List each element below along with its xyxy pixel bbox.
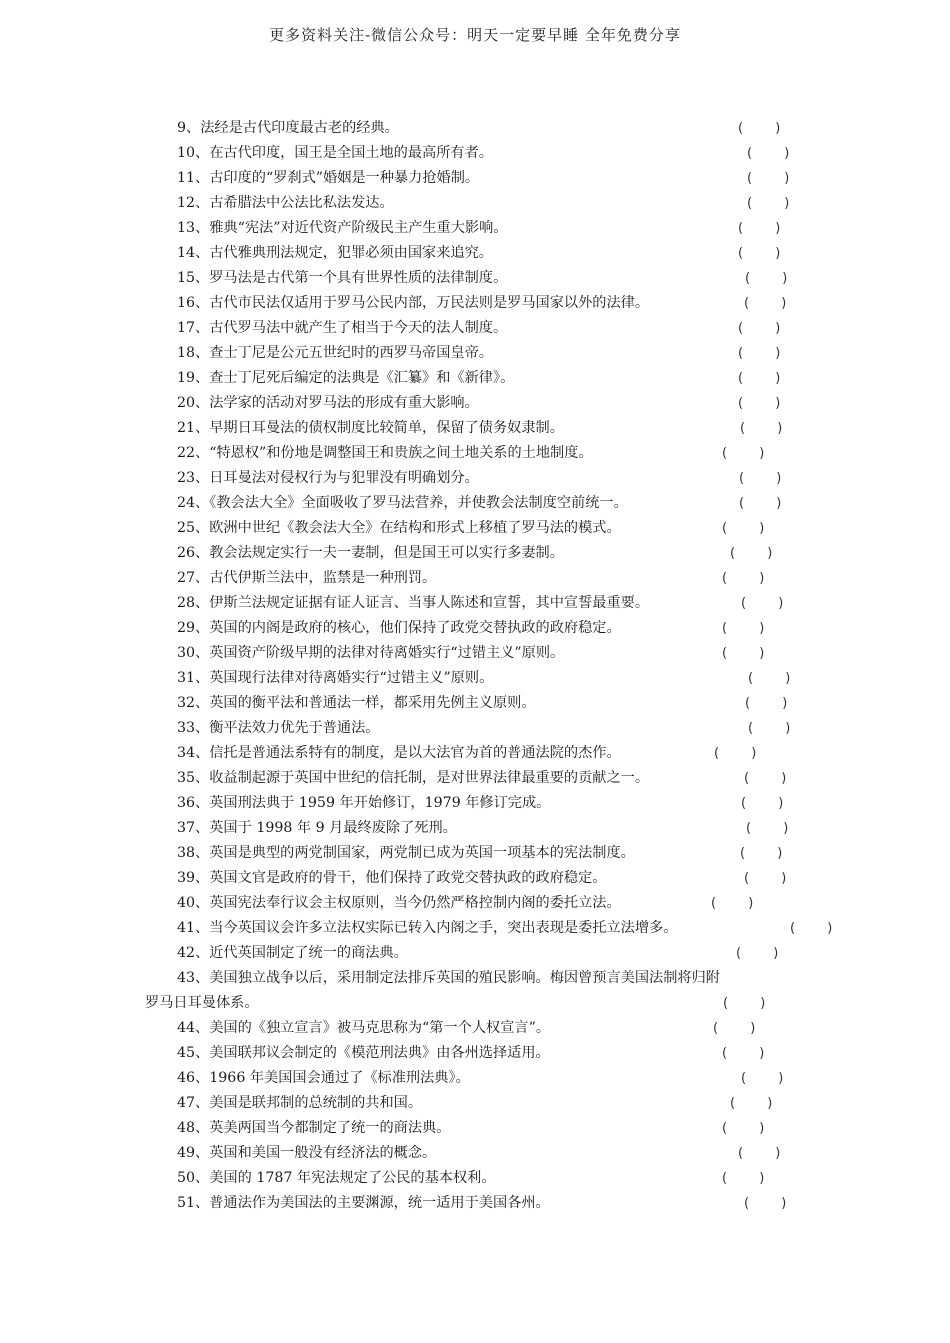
question-item [0,366,950,391]
answer-blank: ( ) [741,796,798,811]
answer-blank: ( ) [723,996,780,1011]
answer-blank: ( ) [714,746,771,761]
question-item [0,1041,950,1066]
question-item [0,816,950,841]
answer-blank: ( ) [744,296,801,311]
answer-blank: ( ) [748,671,805,686]
question-item [0,491,950,516]
question-item [0,916,950,941]
question-item [0,1166,950,1191]
answer-blank: ( ) [738,121,795,136]
answer-blank: ( ) [738,246,795,261]
question-item [0,741,950,766]
answer-blank: ( ) [740,421,797,436]
question-text: 28、伊斯兰法规定证据有证人证言、当事人陈述和宣誓，其中宣誓最重要。 [177,595,650,611]
answer-blank: ( ) [722,621,779,636]
question-text: 21、早期日耳曼法的债权制度比较简单，保留了债务奴隶制。 [177,420,564,436]
question-item [0,891,950,916]
question-item [0,116,950,141]
question-text-continued: 罗马日耳曼体系。 [145,995,259,1011]
answer-blank: ( ) [730,546,787,561]
question-item [0,1066,950,1091]
answer-blank: ( ) [738,396,795,411]
answer-blank: ( ) [713,1021,770,1036]
answer-blank: ( ) [738,1146,795,1161]
answer-blank: ( ) [746,821,803,836]
question-text: 30、英国资产阶级早期的法律对待离婚实行“过错主义”原则。 [177,645,565,661]
question-item [0,841,950,866]
answer-blank: ( ) [738,321,795,336]
question-item [0,766,950,791]
question-item [0,191,950,216]
question-item [0,541,950,566]
question-item [0,341,950,366]
question-item [0,591,950,616]
answer-blank: ( ) [741,1071,798,1086]
question-item [0,1141,950,1166]
question-item [0,1191,950,1216]
answer-blank: ( ) [748,721,805,736]
answer-blank: ( ) [711,896,768,911]
question-text: 25、欧洲中世纪《教会法大全》在结构和形式上移植了罗马法的模式。 [177,520,621,536]
question-item [0,941,950,966]
question-text: 16、古代市民法仅适用于罗马公民内部，万民法则是罗马国家以外的法律。 [177,295,650,311]
answer-blank: ( ) [745,696,802,711]
page-header: 更多资料关注-微信公众号：明天一定要早睡 全年免费分享 [269,26,681,44]
question-item [0,266,950,291]
question-text: 29、英国的内阁是政府的核心，他们保持了政党交替执政的政府稳定。 [177,620,621,636]
question-text: 32、英国的衡平法和普通法一样，都采用先例主义原则。 [177,695,536,711]
answer-blank: ( ) [744,771,801,786]
question-text: 13、雅典“宪法”对近代资产阶级民主产生重大影响。 [177,220,508,236]
question-text: 11、古印度的“罗刹式”婚姻是一种暴力抢婚制。 [177,170,480,186]
answer-blank: ( ) [722,646,779,661]
answer-blank: ( ) [722,571,779,586]
question-text: 15、罗马法是古代第一个具有世界性质的法律制度。 [177,270,508,286]
question-text: 9、法经是古代印度最古老的经典。 [177,120,399,136]
question-item [0,616,950,641]
question-text: 17、古代罗马法中就产生了相当于今天的法人制度。 [177,320,508,336]
question-item [0,316,950,341]
question-item [0,691,950,716]
question-text: 46、1966 年美国国会通过了《标准刑法典》。 [177,1070,470,1086]
question-text: 23、日耳曼法对侵权行为与犯罪没有明确划分。 [177,470,479,486]
question-text: 10、在古代印度，国王是全国土地的最高所有者。 [177,145,493,161]
answer-blank: ( ) [744,871,801,886]
question-item [0,516,950,541]
answer-blank: ( ) [739,496,796,511]
question-text: 44、美国的《独立宣言》被马克思称为“第一个人权宣言”。 [177,1020,551,1036]
question-list [0,116,950,1216]
question-text: 39、英国文官是政府的骨干，他们保持了政党交替执政的政府稳定。 [177,870,607,886]
answer-blank: ( ) [722,1171,779,1186]
question-text: 49、英国和美国一般没有经济法的概念。 [177,1145,437,1161]
answer-blank: ( ) [747,171,804,186]
question-item [0,441,950,466]
question-item [0,566,950,591]
answer-blank: ( ) [730,1096,787,1111]
question-text: 14、古代雅典刑法规定，犯罪必须由国家来追究。 [177,245,493,261]
question-text: 27、古代伊斯兰法中，监禁是一种刑罚。 [177,570,437,586]
answer-blank: ( ) [747,196,804,211]
question-text: 38、英国是典型的两党制国家，两党制已成为英国一项基本的宪法制度。 [177,845,635,861]
question-text: 22、“特恩权”和份地是调整国王和贵族之间土地关系的土地制度。 [177,445,593,461]
question-text: 20、法学家的活动对罗马法的形成有重大影响。 [177,395,479,411]
question-item [0,466,950,491]
question-item [0,866,950,891]
question-item [0,666,950,691]
question-text: 26、教会法规定实行一夫一妻制，但是国王可以实行多妻制。 [177,545,564,561]
question-text: 36、英国刑法典于 1959 年开始修订，1979 年修订完成。 [177,795,551,811]
question-text: 19、查士丁尼死后编定的法典是《汇纂》和《新律》。 [177,370,515,386]
question-item [0,291,950,316]
answer-blank: ( ) [722,446,779,461]
answer-blank: ( ) [738,346,795,361]
question-text: 18、查士丁尼是公元五世纪时的西罗马帝国皇帝。 [177,345,493,361]
question-item [0,716,950,741]
question-text: 31、英国现行法律对待离婚实行“过错主义”原则。 [177,670,494,686]
question-item [0,1116,950,1141]
answer-blank: ( ) [747,146,804,161]
question-item [0,166,950,191]
answer-blank: ( ) [745,271,802,286]
question-text: 45、美国联邦议会制定的《模范刑法典》由各州选择适用。 [177,1045,550,1061]
answer-blank: ( ) [744,1196,801,1211]
question-text: 48、英美两国当今都制定了统一的商法典。 [177,1120,451,1136]
answer-blank: ( ) [722,1121,779,1136]
question-item [0,641,950,666]
question-item [0,141,950,166]
answer-blank: ( ) [739,471,796,486]
answer-blank: ( ) [738,371,795,386]
question-text: 50、美国的 1787 年宪法规定了公民的基本权利。 [177,1170,496,1186]
answer-blank: ( ) [722,521,779,536]
question-item [0,391,950,416]
question-text: 12、古希腊法中公法比私法发达。 [177,195,394,211]
answer-blank: ( ) [722,1046,779,1061]
question-text: 43、美国独立战争以后，采用制定法排斥英国的殖民影响。梅因曾预言美国法制将归附 [177,970,720,986]
question-item [0,966,950,1016]
answer-blank: ( ) [740,846,797,861]
question-item [0,1091,950,1116]
question-text: 37、英国于 1998 年 9 月最终废除了死刑。 [177,820,457,836]
answer-blank: ( ) [736,946,793,961]
question-text: 41、当今英国议会许多立法权实际已转入内阁之手，突出表现是委托立法增多。 [177,920,678,936]
answer-blank: ( ) [790,921,847,936]
question-text: 35、收益制起源于英国中世纪的信托制，是对世界法律最重要的贡献之一。 [177,770,650,786]
question-item [0,791,950,816]
answer-blank: ( ) [738,221,795,236]
question-item [0,416,950,441]
question-item [0,216,950,241]
question-text: 40、英国宪法奉行议会主权原则，当今仍然严格控制内阁的委托立法。 [177,895,621,911]
answer-blank: ( ) [741,596,798,611]
question-text: 33、衡平法效力优先于普通法。 [177,720,380,736]
question-text: 24、《教会法大全》全面吸收了罗马法营养，并使教会法制度空前统一。 [177,495,628,511]
question-text: 47、美国是联邦制的总统制的共和国。 [177,1095,423,1111]
question-text: 51、普通法作为美国法的主要渊源，统一适用于美国各州。 [177,1195,550,1211]
question-text: 42、近代英国制定了统一的商法典。 [177,945,408,961]
question-text: 34、信托是普通法系特有的制度，是以大法官为首的普通法院的杰作。 [177,745,621,761]
question-item [0,241,950,266]
question-item [0,1016,950,1041]
